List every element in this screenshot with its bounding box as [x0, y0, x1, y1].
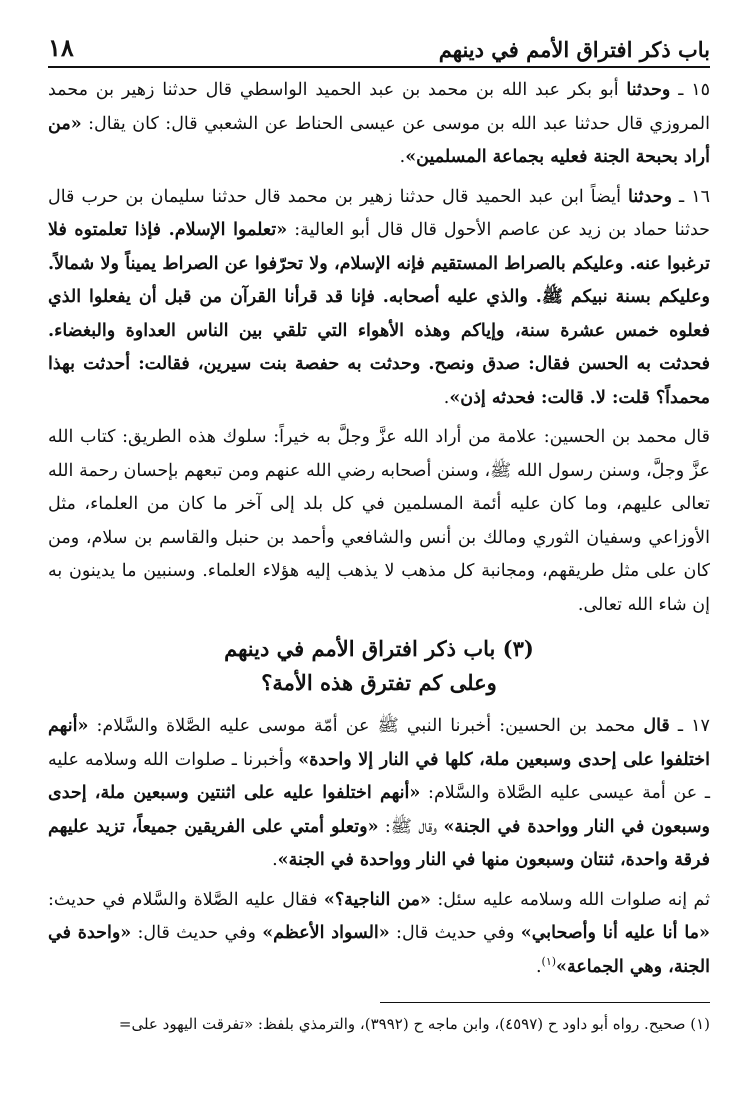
narration-17 — [48, 710, 710, 878]
chapter-title: (٣) باب ذكر افتراق الأمم في دينهم — [224, 636, 534, 661]
narration-text: وفي حديث قال: — [389, 923, 521, 943]
hadith-quote: «واحدة في الجنة، وهي الجماعة» — [48, 923, 710, 977]
author-commentary: قال محمد بن الحسين: علامة من أراد الله عزَّ وجلَّ به خيراً: سلوك هذه الطريق: كتاب الله عزَّ وجلَّ، وسنن رسول الله ﷺ، وسنن أصحابه رضي الله عنهم ومن تبعهم بإحسان رحمة الله تعالى عليهم، وما كان عليه أئمة المسلمين في كل بلد إلى آخر ما كان من العلماء، مثل الأوزاعي وسفيان الثوري ومالك بن أنس والشافعي وأحمد بن حنبل والقاسم بن سلام، ومن كان على مثل طريقهم، ومجانبة كل مذهب لا يذهب إليه هؤلاء العلماء. وسنبين ما يدينون به إن شاء الله تعالى. — [48, 427, 710, 615]
narration-text: وأخبرنا ـ صلوات الله وسلامه عليه ـ عن أمة عيسى عليه الصَّلاة والسَّلام: — [48, 749, 710, 803]
narration-chain: أبو بكر عبد الله بن محمد بن عبد الحميد الواسطي قال حدثنا زهير بن محمد المروزي قال حدثنا عبد الله بن موسى عن عيسى الحناط عن الشعبي قال: كان يقال: — [48, 80, 710, 134]
punctuation: . — [535, 956, 542, 977]
chapter-subtitle: وعلى كم تفترق هذه الأمة؟ — [261, 670, 497, 695]
narration-quote: «من أراد بحبحة الجنة فعليه بجماعة المسلمين» — [48, 113, 710, 167]
narration-number: ١٥ ـ — [678, 80, 710, 100]
punctuation: . — [272, 850, 278, 870]
narration-chain: أيضاً ابن عبد الحميد قال حدثنا زهير بن محمد قال حدثنا سليمان بن حرب قال حدثنا حماد بن زيد عن عاصم الأحول قال قال أبو العالية: — [48, 186, 710, 240]
page-content — [48, 68, 710, 1037]
narration-number: ١٦ ـ — [679, 186, 710, 207]
narration-16 — [48, 181, 710, 416]
footnote-ref[interactable]: (١) — [541, 954, 557, 968]
narration-saved-sect — [48, 884, 710, 985]
hadith-quote: «من الناجية؟» — [323, 889, 431, 910]
narration-number: ١٧ ـ — [677, 716, 710, 736]
page-number: ١٨ — [48, 33, 74, 62]
footnote-divider — [380, 1002, 710, 1003]
hadith-quote: «أنهم اختلفوا على إحدى وسبعين ملة، كلها في النار إلا واحدة» — [48, 716, 710, 770]
footnote: (١) صحيح. رواه أبو داود ح (٤٥٩٧)، وابن ماجه ح (٣٩٩٢)، والترمذي بلفظ: «تفرقت اليهود على= — [118, 1015, 710, 1033]
hadith-quote: «أنهم اختلفوا عليه على اثنتين وسبعين ملة، إحدى وسبعون في النار وواحدة في الجنة» — [48, 783, 710, 837]
narration-lead: وحدثنا — [626, 80, 671, 100]
narration-quote: «تعلموا الإسلام. فإذا تعلمتوه فلا ترغبوا عنه. وعليكم بالصراط المستقيم فإنه الإسلام، ولا تحرّفوا عن الصراط يميناً ولا شمالاً. وعليكم بسنة نبيكم ﷺ. والذي عليه أصحابه. فإنا قد قرأنا القرآن من قبل أن يفعلوا الذي فعلوه خمس عشرة سنة، وإياكم وهذه الأهواء التي تلقي بين الناس العداوة والبغضاء. فحدثت به الحسن فقال: صدق ونصح. وحدثت به حفصة بنت سيرين، فقالت: أحدثت بهذا محمداً؟ قلت: لا. قالت: فحدثه إذن» — [48, 220, 710, 408]
hadith-quote: «ما أنا عليه أنا وأصحابي» — [520, 923, 710, 943]
hadith-quote: «السواد الأعظم» — [262, 923, 390, 943]
narration-lead: قال — [643, 716, 670, 736]
chapter-heading — [48, 632, 710, 700]
hadith-quote: «وتعلو أمتي على الفريقين جميعاً، تزيد عليهم فرقة واحدة، ثنتان وسبعون منها في النار وواحدة في الجنة» — [48, 816, 710, 870]
running-title: باب ذكر افتراق الأمم في دينهم — [438, 37, 710, 62]
page-header — [48, 0, 710, 68]
narration-text: فقال عليه الصَّلاة والسَّلام في حديث: — [48, 889, 324, 910]
narration-text: محمد بن الحسين: أخبرنا النبي ﷺ عن أمّة موسى عليه الصَّلاة والسَّلام: — [88, 716, 644, 736]
narration-text: وقال ﷺ: — [378, 816, 444, 837]
punctuation: . — [443, 387, 450, 408]
narration-lead: وحدثنا — [628, 186, 672, 207]
punctuation: . — [399, 147, 406, 167]
narration-text: ثم إنه صلوات الله وسلامه عليه سئل: — [430, 889, 710, 910]
narration-15 — [48, 74, 710, 175]
narration-text: وفي حديث قال: — [131, 923, 263, 943]
